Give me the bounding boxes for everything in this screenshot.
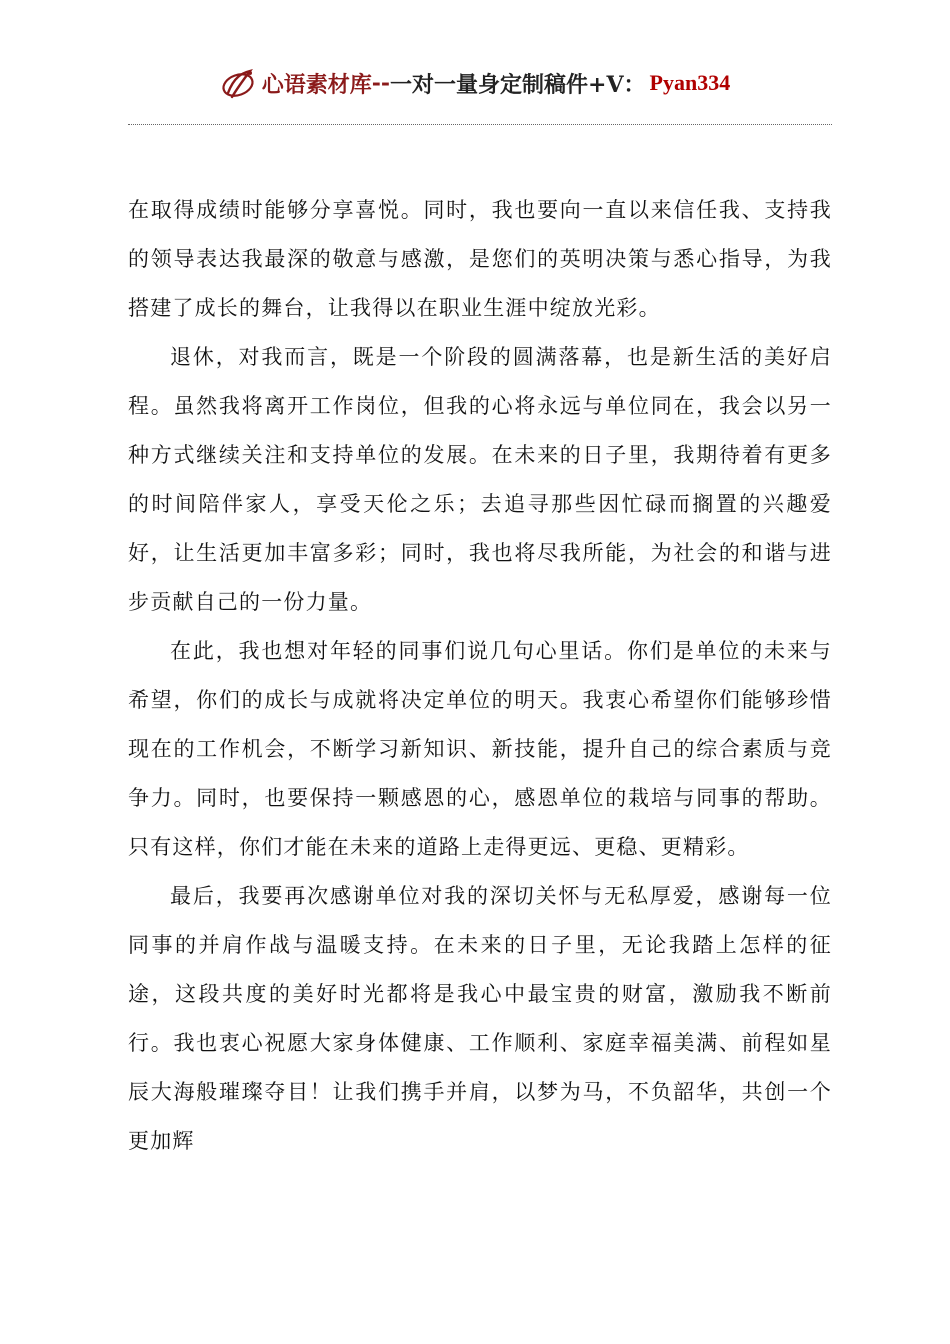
paragraph-1: 在取得成绩时能够分享喜悦。同时，我也要向一直以来信任我、支持我的领导表达我最深的敬意与感激，是您们的英明决策与悉心指导，为我搭建了成长的舞台，让我得以在职业生涯中绽放光彩。 <box>128 198 832 320</box>
paragraph-4: 最后，我要再次感谢单位对我的深切关怀与无私厚爱，感谢每一位同事的并肩作战与温暖支持。在未来的日子里，无论我踏上怎样的征途，这段共度的美好时光都将是我心中最宝贵的财富，激励我不断前行。我也衷心祝愿大家身体健康、工作顺利、家庭幸福美满、前程如星辰大海般璀璨夺目！让我们携手并肩，以梦为马，不负韶华，共创一个更加辉 <box>128 884 832 1153</box>
header-tagline: 一对一量身定制稿件+V： <box>390 71 646 98</box>
header-divider <box>128 124 832 125</box>
brand-name: 心语素材库 <box>261 71 372 98</box>
header-separator: -- <box>371 70 391 96</box>
signature-logo-icon <box>220 63 260 103</box>
header-contact: Pyan334 <box>649 70 731 95</box>
paragraph-2: 退休，对我而言，既是一个阶段的圆满落幕，也是新生活的美好启程。虽然我将离开工作岗位，但我的心将永远与单位同在，我会以另一种方式继续关注和支持单位的发展。在未来的日子里，我期待着有更多的时间陪伴家人，享受天伦之乐；去追寻那些因忙碌而搁置的兴趣爱好，让生活更加丰富多彩；同时，我也将尽我所能，为社会的和谐与进步贡献自己的一份力量。 <box>128 345 832 614</box>
page-header <box>0 58 950 108</box>
document-body <box>128 186 832 1166</box>
paragraph-3: 在此，我也想对年轻的同事们说几句心里话。你们是单位的未来与希望，你们的成长与成就将决定单位的明天。我衷心希望你们能够珍惜现在的工作机会，不断学习新知识、新技能，提升自己的综合素质与竞争力。同时，也要保持一颗感恩的心，感恩单位的栽培与同事的帮助。只有这样，你们才能在未来的道路上走得更远、更稳、更精彩。 <box>128 639 832 859</box>
